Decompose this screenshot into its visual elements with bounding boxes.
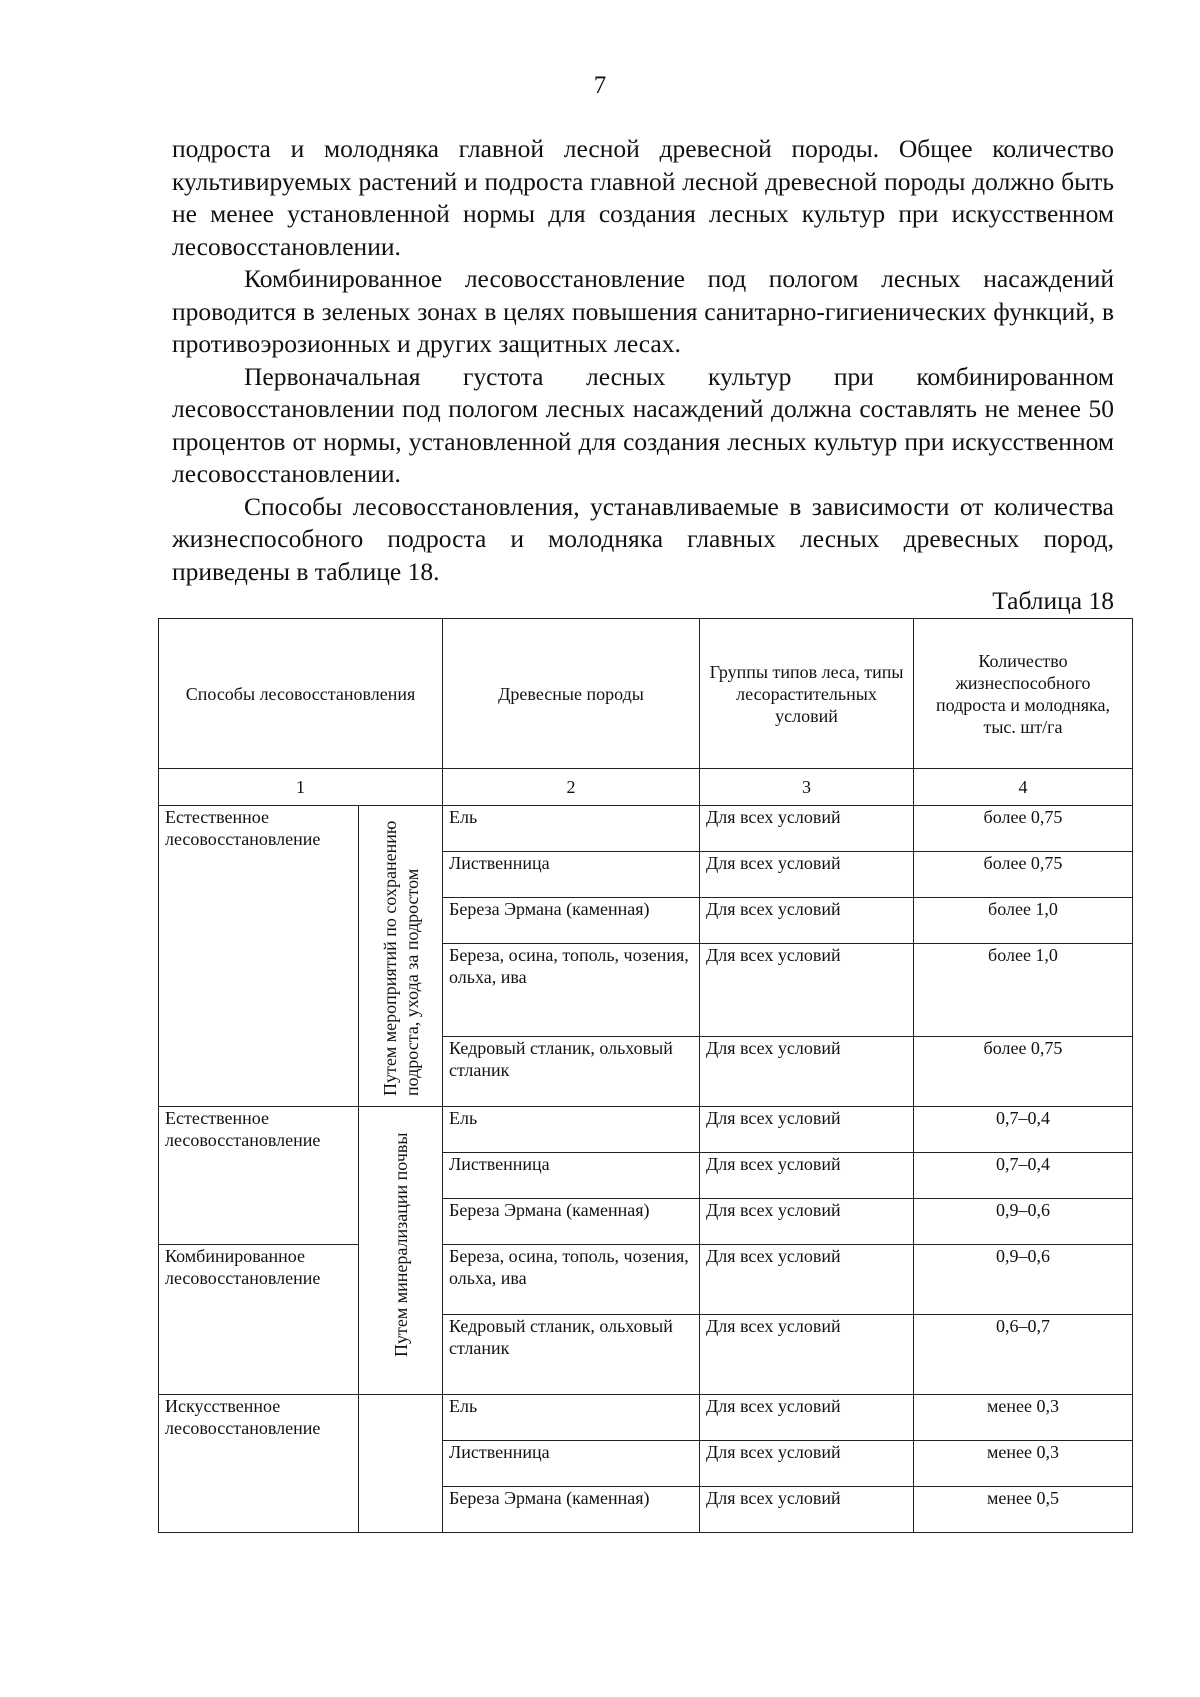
paragraph: подроста и молодняка главной лесной древесной породы. Общее количество культивируемых растений и подроста главной лесной древесной породы должно быть не менее установленной нормы для создания лесных культур при искусственном лесовосстановлении. — [172, 134, 1114, 261]
header-methods: Способы лесовосстановления — [159, 619, 443, 769]
condition-cell: Для всех условий — [700, 1441, 914, 1487]
species-cell: Береза Эрмана (каменная) — [443, 1199, 700, 1245]
species-cell: Береза, осина, тополь, чозения, ольха, ива — [443, 944, 700, 1037]
amount-cell: 0,9–0,6 — [914, 1199, 1133, 1245]
sub-method-mineral-text: Путем минерализации почвы — [390, 1132, 411, 1357]
paragraph: Способы лесовосстановления, устанавливаемые в зависимости от количества жизнеспособного подроста и молодняка главных лесных древесных пород, приведены в таблице 18. — [172, 491, 1114, 586]
amount-cell: 0,6–0,7 — [914, 1315, 1133, 1395]
species-cell: Береза, осина, тополь, чозения, ольха, ива — [443, 1245, 700, 1315]
table-row — [159, 1395, 1133, 1441]
species-cell: Ель — [443, 1395, 700, 1441]
paragraph: Комбинированное лесовосстановление под пологом лесных насаждений проводится в зеленых зонах в целях повышения санитарно-гигиенических функций, в противоэрозионных и других защитных лесах. — [172, 264, 1114, 358]
sub-method-care — [359, 806, 443, 1107]
sub-method-mineral — [359, 1107, 443, 1395]
condition-cell: Для всех условий — [700, 1199, 914, 1245]
column-number: 2 — [443, 769, 700, 806]
species-cell: Ель — [443, 806, 700, 852]
column-number: 3 — [700, 769, 914, 806]
species-cell: Ель — [443, 1107, 700, 1153]
column-number: 1 — [159, 769, 443, 806]
condition-cell: Для всех условий — [700, 944, 914, 1037]
header-species: Древесные породы — [443, 619, 700, 769]
species-cell: Береза Эрмана (каменная) — [443, 898, 700, 944]
condition-cell: Для всех условий — [700, 1395, 914, 1441]
table-header-row — [159, 619, 1133, 769]
amount-cell: более 1,0 — [914, 944, 1133, 1037]
condition-cell: Для всех условий — [700, 898, 914, 944]
table-row — [159, 806, 1133, 852]
species-cell: Кедровый стланик, ольховый стланик — [443, 1037, 700, 1107]
condition-cell: Для всех условий — [700, 1037, 914, 1107]
method-artificial: Искусственное лесовосстановление — [159, 1395, 359, 1533]
paragraph: Первоначальная густота лесных культур при комбинированном лесовосстановлении под пологом лесных насаждений должна составлять не менее 50 процентов от нормы, установленной для создания лесных культур при искусственном лесовосстановлении. — [172, 361, 1114, 488]
method-combined: Комбинированное лесовосстановление — [159, 1245, 359, 1395]
page-number: 7 — [593, 72, 607, 99]
amount-cell: менее 0,3 — [914, 1395, 1133, 1441]
species-cell: Береза Эрмана (каменная) — [443, 1487, 700, 1533]
reforestation-table — [158, 618, 1133, 1533]
amount-cell: более 0,75 — [914, 1037, 1133, 1107]
table-row — [159, 1245, 1133, 1315]
condition-cell: Для всех условий — [700, 1315, 914, 1395]
amount-cell: менее 0,5 — [914, 1487, 1133, 1533]
condition-cell: Для всех условий — [700, 852, 914, 898]
table-caption: Таблица 18 — [992, 586, 1114, 615]
amount-cell: 0,9–0,6 — [914, 1245, 1133, 1315]
column-number: 4 — [914, 769, 1133, 806]
header-groups: Группы типов леса, типы лесорастительных условий — [700, 619, 914, 769]
condition-cell: Для всех условий — [700, 1153, 914, 1199]
amount-cell: 0,7–0,4 — [914, 1107, 1133, 1153]
amount-cell: более 0,75 — [914, 852, 1133, 898]
method-natural: Естественное лесовосстановление — [159, 806, 359, 1107]
amount-cell: более 1,0 — [914, 898, 1133, 944]
species-cell: Кедровый стланик, ольховый стланик — [443, 1315, 700, 1395]
species-cell: Лиственница — [443, 852, 700, 898]
body-text — [172, 133, 1114, 588]
condition-cell: Для всех условий — [700, 1487, 914, 1533]
method-natural: Естественное лесовосстановление — [159, 1107, 359, 1245]
table-row — [159, 1107, 1133, 1153]
column-number-row — [159, 769, 1133, 806]
amount-cell: 0,7–0,4 — [914, 1153, 1133, 1199]
condition-cell: Для всех условий — [700, 1107, 914, 1153]
sub-method-empty — [359, 1395, 443, 1533]
condition-cell: Для всех условий — [700, 806, 914, 852]
amount-cell: менее 0,3 — [914, 1441, 1133, 1487]
condition-cell: Для всех условий — [700, 1245, 914, 1315]
amount-cell: более 0,75 — [914, 806, 1133, 852]
header-quantity: Количество жизнеспособного подроста и молодняка, тыс. шт/га — [914, 619, 1133, 769]
species-cell: Лиственница — [443, 1441, 700, 1487]
species-cell: Лиственница — [443, 1153, 700, 1199]
sub-method-care-text: Путем мероприятий по сохранению подроста, ухода за подростом — [379, 820, 422, 1096]
